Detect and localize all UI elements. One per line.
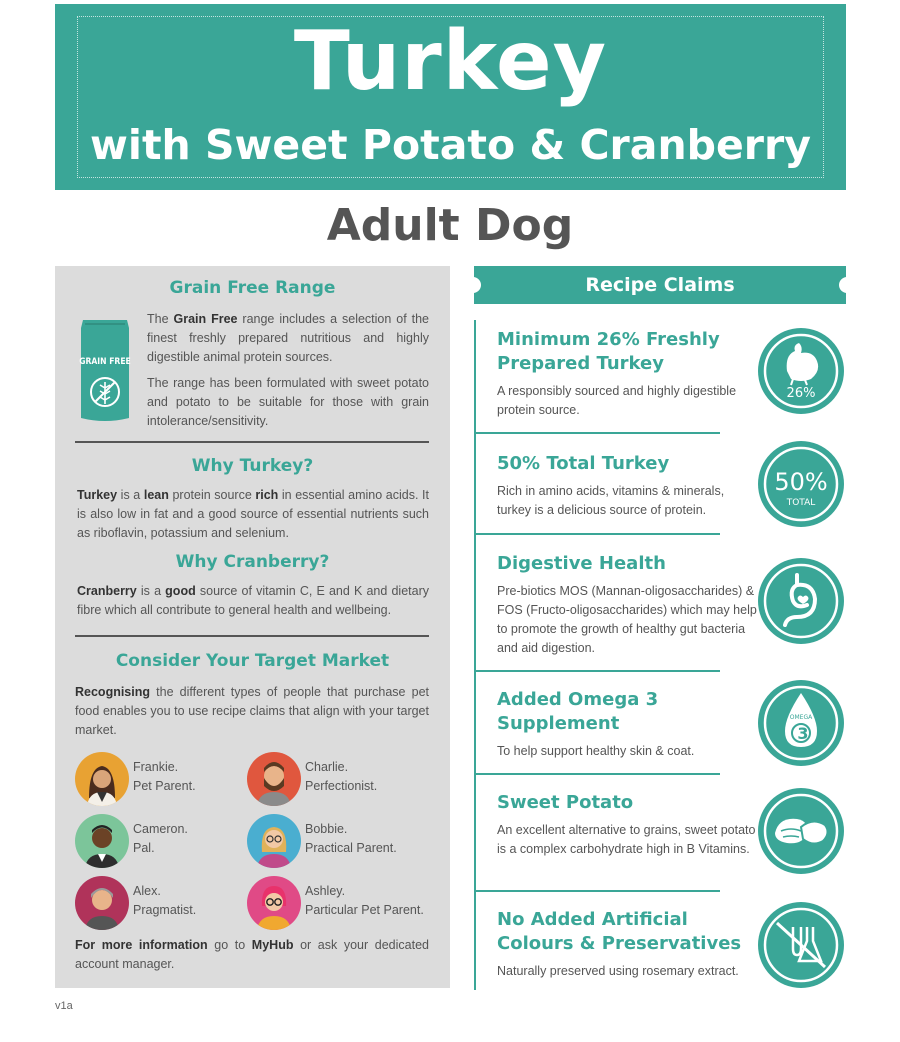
divider: [75, 441, 429, 443]
product-subtitle: with Sweet Potato & Cranberry: [90, 121, 811, 169]
why-cranberry-title: Why Cranberry?: [175, 552, 330, 572]
claim-description: Pre-biotics MOS (Mannan-oligosaccharides) & FOS (Fructo-oligosaccharides) which may help to promote the growth of healthy gut bacteria and aid digestion.: [497, 584, 757, 655]
target-market-title: Consider Your Target Market: [115, 651, 390, 671]
avatar: [75, 752, 129, 806]
claim-omega-3: [497, 688, 757, 761]
claim-divider: [474, 432, 720, 434]
claim-divider: [474, 773, 720, 775]
grain-free-title: Grain Free Range: [169, 278, 336, 298]
grain-free-paragraph-2: The range has been formulated with sweet potato and potato to be suitable for those with grain intolerance/sensitivity.: [147, 376, 429, 428]
omega-drop-icon: [757, 679, 845, 767]
claim-description: Naturally preserved using rosemary extract.: [497, 964, 739, 978]
turkey-icon: [757, 327, 845, 415]
claim-title: Added Omega 3 Supplement: [497, 689, 659, 734]
claim-description: Rich in amino acids, vitamins & minerals, turkey is a delicious source of protein.: [497, 484, 725, 517]
persona-label: Alex. Pragmatist.: [133, 884, 197, 917]
svg-text:TOTAL: TOTAL: [786, 498, 816, 508]
life-stage-heading: Adult Dog: [326, 200, 574, 251]
claim-description: An excellent alternative to grains, sweet potato is a complex carbohydrate high in B Vitamins.: [497, 823, 756, 856]
persona-label: Charlie. Perfectionist.: [305, 760, 378, 793]
claim-digestive-health: [497, 552, 757, 658]
claim-description: A responsibly sourced and highly digestible protein source.: [497, 384, 737, 417]
claim-sweet-potato: [497, 791, 757, 859]
grain-free-bag-icon: [77, 314, 133, 424]
version-label: v1a: [55, 1000, 73, 1012]
divider: [75, 635, 429, 637]
claim-divider: [474, 670, 720, 672]
claim-fresh-turkey: [497, 328, 757, 420]
svg-text:50%: 50%: [774, 468, 828, 496]
product-title: Turkey: [293, 14, 608, 109]
svg-text:3: 3: [797, 724, 809, 743]
claim-title: 50% Total Turkey: [497, 453, 670, 474]
percent-badge-icon: [757, 440, 845, 528]
title-banner: [55, 4, 846, 190]
recipe-claims-header: [474, 266, 846, 304]
why-cranberry-paragraph: Cranberry is a good source of vitamin C, E and K and dietary fibre which all contribute to general health and wellbeing.: [77, 584, 429, 617]
persona-label: Ashley. Particular Pet Parent.: [305, 884, 424, 917]
stomach-icon: [757, 557, 845, 645]
claim-title: Sweet Potato: [497, 792, 634, 813]
persona-label: Cameron. Pal.: [133, 822, 188, 855]
no-chemicals-icon: [757, 901, 845, 989]
bag-label: GRAIN FREE: [79, 357, 131, 367]
claim-title: No Added Artificial Colours & Preservatives: [497, 909, 742, 954]
why-turkey-paragraph: Turkey is a lean protein source rich in essential amino acids. It is also low in fat and a good source of essential nutrients such as riboflavin, potassium and selenium.: [77, 488, 429, 540]
claim-no-artificial: [497, 908, 757, 981]
recipe-claims-title: Recipe Claims: [585, 274, 735, 296]
avatar: [247, 752, 301, 806]
persona-label: Frankie. Pet Parent.: [133, 760, 196, 793]
avatar: [75, 876, 129, 930]
grain-free-paragraph-1: The Grain Free range includes a selection of the finest freshly prepared nutritious and highly digestible animal protein sources.: [147, 312, 430, 364]
claim-total-turkey: [497, 452, 757, 520]
why-turkey-title: Why Turkey?: [191, 456, 314, 476]
sweet-potato-icon: [757, 787, 845, 875]
target-market-paragraph: Recognising the different types of people that purchase pet food enables you to use recipe claims that align with your target market.: [75, 685, 429, 737]
avatar: [247, 814, 301, 868]
claim-title: Digestive Health: [497, 553, 666, 574]
claim-divider: [474, 533, 720, 535]
info-panel: [55, 266, 450, 988]
claim-description: To help support healthy skin & coat.: [497, 744, 695, 758]
claim-title: Minimum 26% Freshly Prepared Turkey: [497, 329, 720, 374]
avatar: [75, 814, 129, 868]
avatar: [247, 876, 301, 930]
more-info-paragraph: For more information go to MyHub or ask your dedicated account manager.: [75, 938, 429, 971]
svg-text:OMEGA: OMEGA: [789, 714, 813, 721]
claim-divider: [474, 890, 720, 892]
persona-label: Bobbie. Practical Parent.: [305, 822, 397, 855]
svg-text:26%: 26%: [786, 386, 816, 401]
